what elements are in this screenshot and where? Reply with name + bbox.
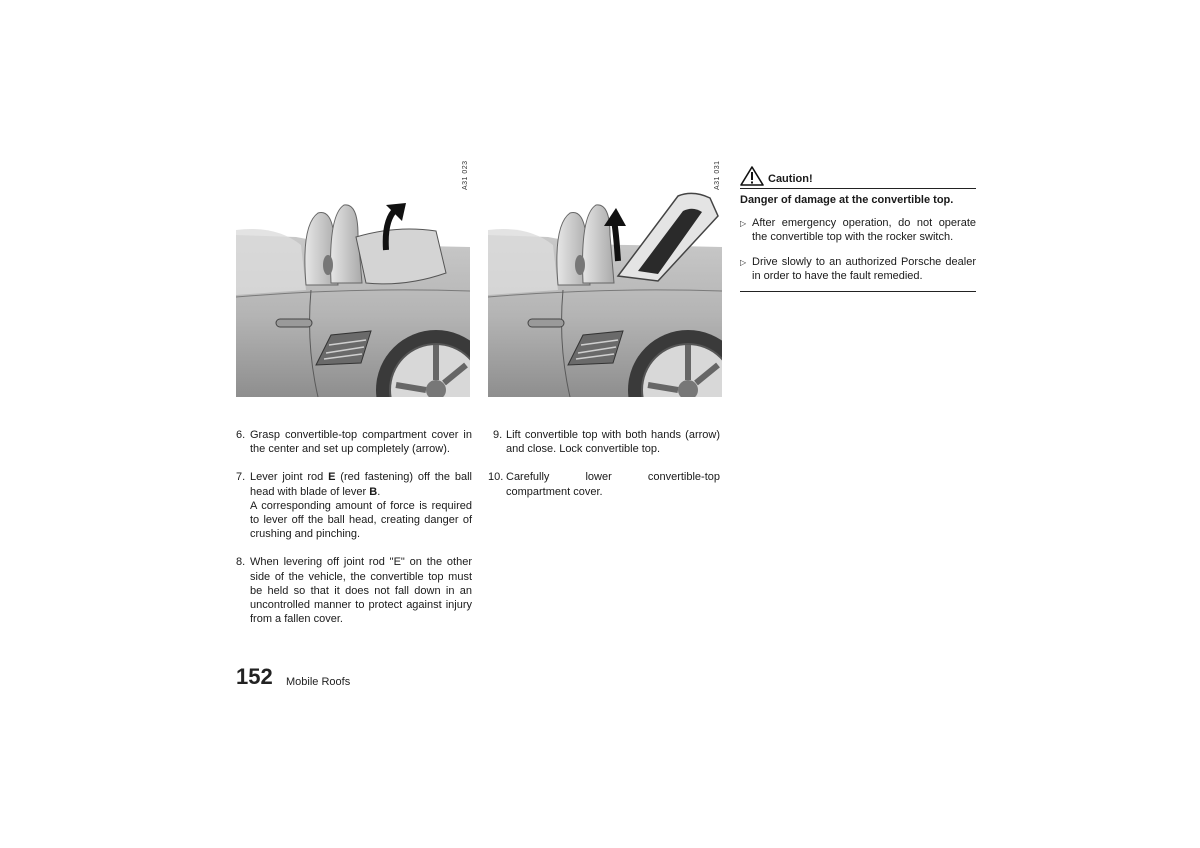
steps-left-column (236, 428, 472, 640)
step-note: A corresponding amount of force is required to lever off the ball head, creating danger of crushing and pinching. (250, 499, 472, 541)
figure-code-left: A31 023 (462, 160, 469, 190)
step-number: 8. (236, 556, 246, 569)
caution-header (740, 166, 976, 189)
caution-bullet (740, 255, 976, 283)
step-text-part: . (377, 485, 381, 498)
figure-top-lift (488, 186, 722, 397)
step-9 (488, 428, 720, 456)
step-number: 7. (236, 471, 246, 484)
caution-box (740, 166, 976, 292)
step-text: Lift convertible top with both hands (arrow) and close. Lock convertible top. (506, 429, 720, 456)
step-text: When levering off joint rod "E" on the other side of the vehicle, the convertible top must be held so that it does not fall down in an uncontrolled manner to protect against injury from a fallen cover. (250, 556, 472, 626)
caution-title: Caution! (768, 172, 813, 185)
step-number: 6. (236, 429, 246, 441)
step-6 (236, 428, 472, 456)
caution-bullet (740, 216, 976, 244)
step-text-part: Lever joint rod (250, 471, 329, 484)
section-title: Mobile Roofs (286, 676, 351, 688)
step-text: Carefully lower convertible-top compartment cover. (506, 471, 720, 498)
step-text: Grasp convertible-top compartment cover in the center and set up completely (arrow). (250, 429, 472, 456)
figure-cover-raise (236, 195, 470, 397)
warning-icon (740, 166, 764, 186)
step-text (250, 470, 472, 498)
caution-subtitle: Danger of damage at the convertible top. (740, 194, 954, 206)
label-e: E (328, 471, 336, 484)
car-illustration-right (488, 186, 722, 397)
figure-code-right: A31 031 (714, 160, 721, 190)
step-number: 9. (493, 429, 503, 441)
step-number: 10. (488, 471, 504, 484)
triangle-bullet-icon: ▷ (740, 257, 747, 267)
step-8 (236, 555, 472, 626)
car-illustration-left (236, 195, 470, 397)
bullet-text: After emergency operation, do not operate the convertible top with the rocker switch. (752, 217, 976, 244)
page-number: 152 (236, 664, 273, 689)
caution-divider (740, 291, 976, 292)
label-b: B (369, 485, 378, 498)
step-7 (236, 470, 472, 541)
caution-bullets (740, 216, 976, 283)
triangle-bullet-icon: ▷ (740, 219, 747, 229)
step-10 (488, 470, 720, 498)
steps-right-column (488, 428, 720, 513)
bullet-text: Drive slowly to an authorized Porsche dealer in order to have the fault remedied. (752, 255, 976, 282)
step-text-part: (red fastening) off the ball head with blade of lever (250, 471, 472, 498)
